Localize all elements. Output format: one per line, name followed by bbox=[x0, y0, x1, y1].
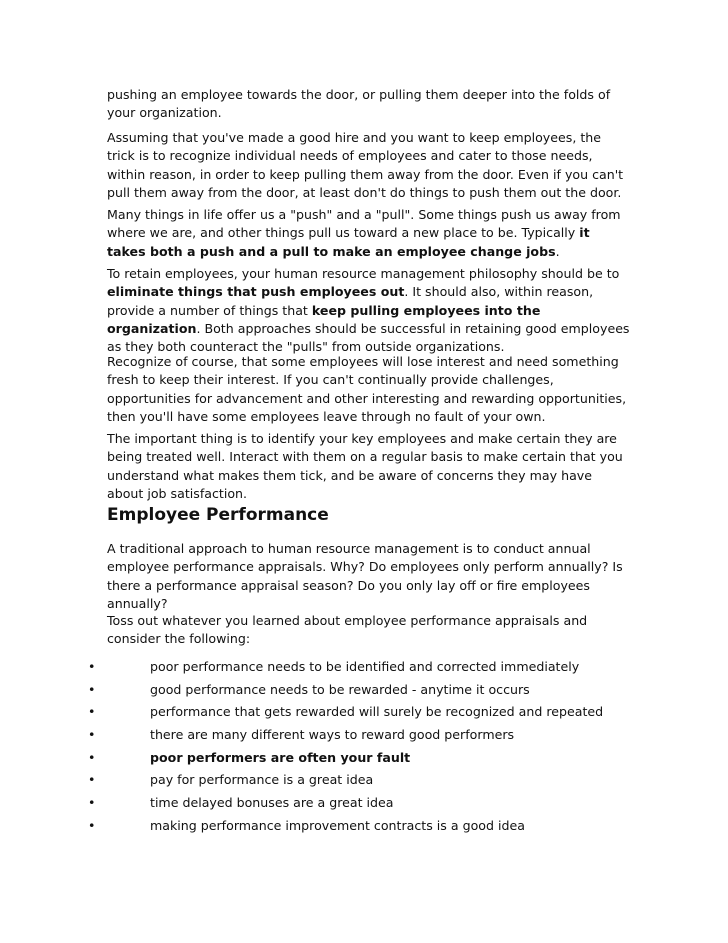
paragraph-traditional-approach bbox=[107, 540, 632, 613]
list-item-text: performance that gets rewarded will surely be recognized and repeated bbox=[150, 704, 604, 720]
list-item bbox=[0, 794, 728, 817]
paragraph-text: The important thing is to identify your key employees and make certain they are being treated well. Interact with them on a regular basis to make certain that you understand what makes them tick, and be aware of concerns they may have about job satisfaction. bbox=[107, 431, 623, 501]
paragraph-lose-interest bbox=[107, 353, 632, 426]
paragraph-toss-out bbox=[107, 612, 632, 649]
paragraph-retain-employees bbox=[107, 265, 632, 356]
bullet-icon: • bbox=[88, 749, 96, 765]
paragraph-text: . Both approaches should be successful in retaining good employees as they both counteract the "pulls" from outside organizations. bbox=[107, 320, 630, 355]
paragraph-intro-continuation bbox=[107, 86, 632, 123]
paragraph-key-employees bbox=[107, 430, 632, 503]
list-item bbox=[0, 681, 728, 704]
list-item bbox=[0, 817, 728, 840]
paragraph-text: To retain employees, your human resource management philosophy should be to bbox=[107, 266, 620, 281]
list-item-text: good performance needs to be rewarded - anytime it occurs bbox=[150, 681, 530, 697]
paragraph-text: pushing an employee towards the door, or pulling them deeper into the folds of your organization. bbox=[107, 87, 611, 121]
paragraph-text: A traditional approach to human resource management is to conduct annual employee performance appraisals. Why? Do employees only perform annually? Is there a performance appraisal season? Do you only lay off or fire employees annually? bbox=[107, 541, 623, 611]
list-item-text: pay for performance is a great idea bbox=[150, 772, 374, 788]
list-item bbox=[0, 658, 728, 681]
list-item bbox=[0, 771, 728, 794]
bullet-icon: • bbox=[88, 795, 96, 811]
paragraph-text: Assuming that you've made a good hire and you want to keep employees, the trick is to recognize individual needs of employees and cater to those needs, within reason, in order to keep pulling them away from the door. Even if you can't pull them away from the door, at least don't do things to push them out the door. bbox=[107, 130, 624, 200]
bullet-icon: • bbox=[88, 681, 96, 697]
paragraph-text: Recognize of course, that some employees will lose interest and need something fresh to keep their interest. If you can't continually provide challenges, opportunities for advancement and other interesting and rewarding opportunities, then you'll have some employees leave through no fault of your own. bbox=[107, 354, 627, 424]
list-item-text: there are many different ways to reward good performers bbox=[150, 727, 515, 743]
emphasis-text: it takes both a push and a pull to make an employee change jobs bbox=[107, 225, 590, 259]
paragraph-text: Toss out whatever you learned about employee performance appraisals and consider the following: bbox=[107, 613, 588, 647]
bullet-icon: • bbox=[88, 659, 96, 674]
bullet-icon: • bbox=[88, 727, 96, 743]
paragraph-text: Many things in life offer us a "push" and a "pull". Some things push us away from where we are, and other things pull us toward a new place to be. Typically bbox=[107, 207, 621, 241]
emphasis-text: keep pulling employees into the organization bbox=[107, 302, 541, 336]
list-item-text: poor performance needs to be identified and corrected immediately bbox=[150, 659, 580, 674]
list-item bbox=[0, 703, 728, 726]
paragraph-good-hire bbox=[107, 129, 632, 202]
paragraph-text: . It should also, within reason, provide a number of things that bbox=[107, 284, 594, 318]
bullet-icon: • bbox=[88, 704, 96, 720]
section-heading-employee-performance: Employee Performance bbox=[107, 505, 329, 525]
list-item-text: poor performers are often your fault bbox=[150, 749, 411, 765]
emphasis-text: eliminate things that push employees out bbox=[107, 284, 405, 300]
performance-bullet-list bbox=[0, 658, 728, 840]
bullet-icon: • bbox=[88, 772, 96, 788]
bullet-icon: • bbox=[88, 817, 96, 833]
list-item-text: making performance improvement contracts is a good idea bbox=[150, 817, 525, 833]
list-item bbox=[0, 749, 728, 772]
list-item-text: time delayed bonuses are a great idea bbox=[150, 795, 394, 811]
paragraph-push-pull bbox=[107, 206, 632, 261]
paragraph-text: . bbox=[555, 243, 560, 259]
list-item bbox=[0, 726, 728, 749]
